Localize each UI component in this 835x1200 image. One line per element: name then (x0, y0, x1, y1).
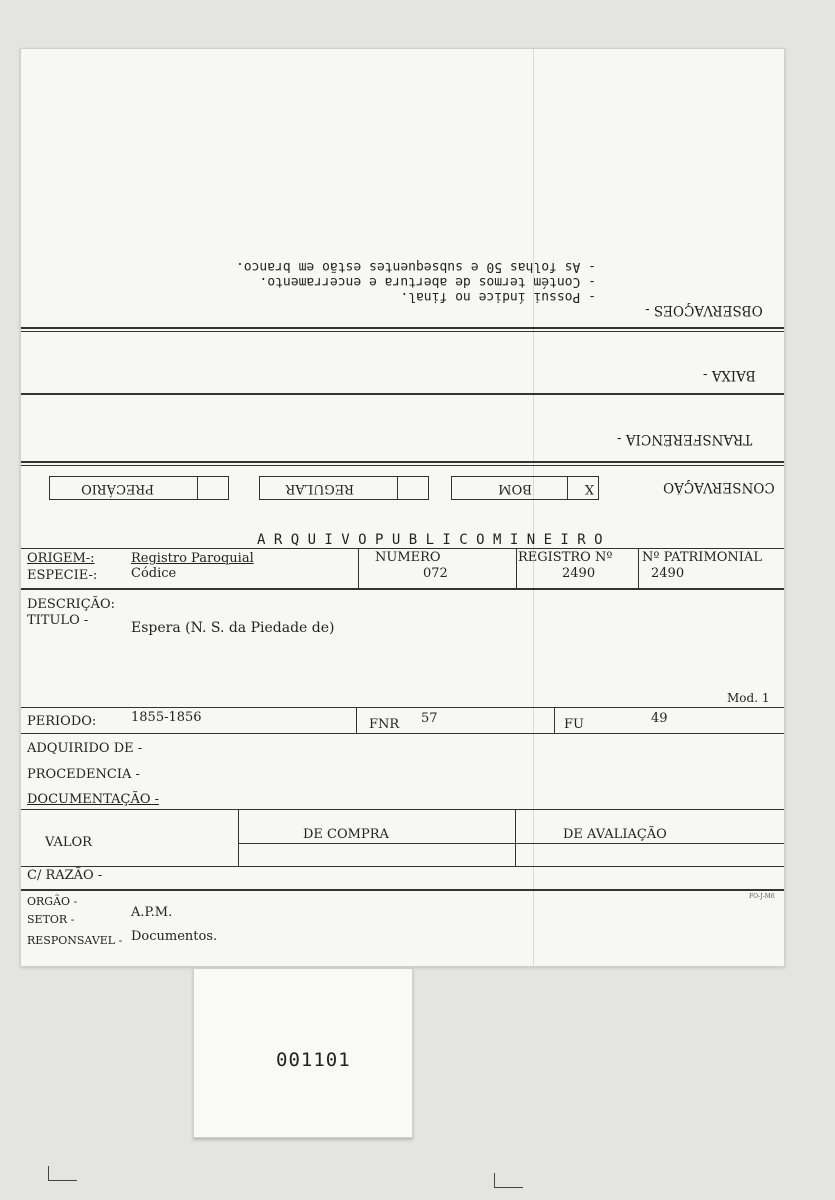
observacoes-line: - Contém termos de abertura e encerramento. (259, 274, 597, 289)
especie-value: Códice (131, 566, 177, 581)
transferencia-label: TRANSFERÊNCIA - (617, 431, 753, 447)
fnr-value: 57 (421, 711, 438, 726)
orgao-label: ORGÃO - (27, 895, 78, 908)
titulo-label: TITULO - (27, 613, 89, 628)
razao-label: C/ RAZÃO - (27, 868, 103, 883)
divider (21, 461, 784, 463)
divider (21, 465, 784, 466)
crop-mark (494, 1173, 523, 1188)
crop-mark (48, 1166, 77, 1181)
registro-label: REGISTRO Nº (518, 550, 613, 565)
titulo-value: Espera (N. S. da Piedade de) (131, 620, 335, 636)
divider (21, 866, 784, 867)
catalog-card (20, 48, 785, 967)
divider (21, 331, 784, 332)
valor-label: VALOR (45, 835, 92, 850)
conservacao-label: CONSERVAÇÃO (663, 479, 775, 495)
periodo-label: PERIODO: (27, 714, 97, 729)
fu-value: 49 (651, 711, 668, 726)
divider (21, 707, 784, 708)
patrimonial-value: 2490 (651, 566, 685, 581)
origem-value: Registro Paroquial (131, 551, 254, 566)
documentacao-label: DOCUMENTAÇÃO - (27, 792, 160, 807)
observacoes-line: - As folhas 50 e subsequentes estão em branco. (236, 259, 597, 274)
regular-label: REGULAR (285, 481, 354, 496)
de-compra-label: DE COMPRA (303, 827, 389, 842)
adquirido-label: ADQUIRIDO DE - (27, 741, 143, 756)
conservacao-regular-box (259, 476, 429, 500)
fu-label: FU (564, 717, 584, 732)
bom-mark: X (584, 481, 594, 496)
registro-value: 2490 (562, 566, 596, 581)
origem-label: ORIGEM-: (27, 551, 95, 566)
responsavel-label: RESPONSAVEL - (27, 934, 123, 947)
fnr-label: FNR (369, 717, 400, 732)
precario-label: PRECÁRIO (81, 481, 154, 496)
divider (21, 393, 784, 395)
procedencia-label: PROCEDENCIA - (27, 767, 140, 782)
stamp-number: 001101 (276, 1049, 351, 1071)
institution-title: A R Q U I V O P U B L I C O M I N E I R O (257, 532, 603, 548)
setor-label: SETOR - (27, 913, 75, 926)
divider (21, 548, 784, 549)
patrimonial-label: Nº PATRIMONIAL (642, 550, 762, 565)
model-label: Mod. 1 (727, 691, 770, 705)
numero-value: 072 (423, 566, 448, 581)
form-code: FO-J-M6 (749, 893, 775, 900)
divider (21, 588, 784, 590)
conservacao-precario-box (49, 476, 229, 500)
number-stamp (193, 968, 413, 1138)
numero-label: NUMERO (375, 550, 441, 565)
paper-fold-line (533, 49, 534, 966)
conservacao-bom-box (451, 476, 599, 500)
baixa-label: BAIXA - (703, 367, 756, 383)
setor-value: A.P.M. (131, 905, 173, 920)
periodo-value: 1855-1856 (131, 710, 202, 725)
divider (21, 809, 784, 810)
divider (21, 889, 784, 891)
especie-label: ESPECIE-: (27, 568, 98, 583)
descricao-label: DESCRIÇÃO: (27, 597, 116, 612)
divider (21, 733, 784, 734)
observacoes-line: - Possui índice no final. (400, 289, 597, 304)
divider (21, 327, 784, 329)
observacoes-label: OBSERVAÇÕES - (645, 302, 763, 318)
observacoes-notes (236, 259, 596, 304)
de-avaliacao-label: DE AVALIAÇÃO (563, 827, 667, 842)
bom-label: BOM (498, 481, 532, 496)
responsavel-value: Documentos. (131, 929, 218, 944)
